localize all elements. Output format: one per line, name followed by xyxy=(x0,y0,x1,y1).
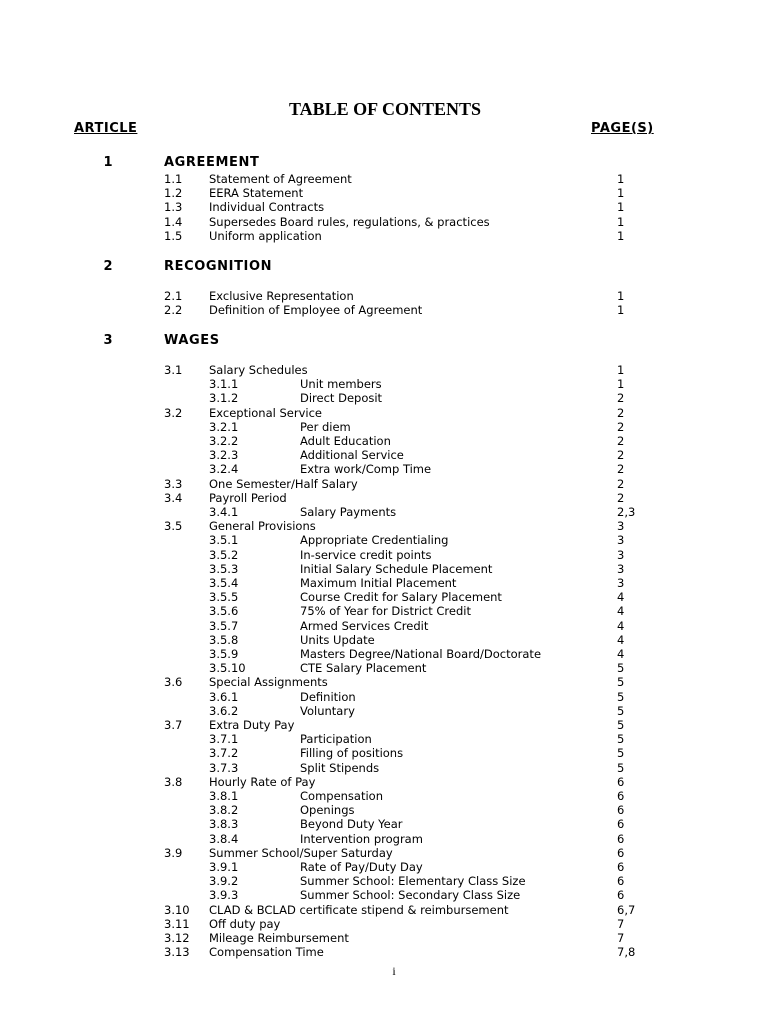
toc-entry xyxy=(0,562,770,576)
toc-entry-page: 6,7 xyxy=(617,902,636,917)
toc-entry xyxy=(0,917,770,931)
toc-entry-num: 3.2.2 xyxy=(209,434,239,448)
toc-entry xyxy=(0,448,770,462)
toc-entry-label: Supersedes Board rules, regulations, & practices xyxy=(209,214,490,229)
toc-entry-num: 3.7.2 xyxy=(209,746,239,761)
toc-entry-page: 2 xyxy=(617,434,625,448)
toc-entry-num: 2.2 xyxy=(164,303,183,318)
toc-entry-page: 2 xyxy=(617,476,625,491)
toc-entry-num: 3.7.3 xyxy=(209,760,239,775)
toc-entry-label: Off duty pay xyxy=(209,916,281,931)
toc-entry-num: 3.5.7 xyxy=(209,618,239,633)
toc-entry-label: Beyond Duty Year xyxy=(300,817,403,832)
toc-entry-page: 5 xyxy=(617,661,625,676)
toc-entry-page: 6 xyxy=(617,789,625,803)
toc-entry xyxy=(0,377,770,391)
toc-entry-num: 2.1 xyxy=(164,289,183,303)
toc-entry-page: 6 xyxy=(617,888,625,903)
toc-entry-page: 3 xyxy=(617,561,625,576)
toc-entry-label: Split Stipends xyxy=(300,760,380,775)
toc-entry-page: 3 xyxy=(617,547,625,562)
toc-entry-label: Voluntary xyxy=(300,703,355,718)
toc-entry-page: 2 xyxy=(617,490,625,505)
toc-entry xyxy=(0,803,770,817)
toc-entry xyxy=(0,186,770,200)
toc-entry-label: Compensation Time xyxy=(209,945,324,960)
article-number: 1 xyxy=(103,155,113,170)
toc-entry-label: Units Update xyxy=(300,632,375,647)
toc-entry xyxy=(0,775,770,789)
toc-entry-num: 3.11 xyxy=(164,916,190,931)
toc-entry-num: 3.8.2 xyxy=(209,803,239,818)
pages-column-header: PAGE(S) xyxy=(591,121,654,136)
toc-entry xyxy=(0,576,770,590)
toc-entry xyxy=(0,229,770,243)
toc-entry-num: 3.4 xyxy=(164,490,183,505)
toc-entry-label: Openings xyxy=(300,803,355,818)
toc-entry-label: Definition xyxy=(300,689,356,704)
toc-entry-page: 3 xyxy=(617,576,625,590)
toc-entry-label: Maximum Initial Placement xyxy=(300,576,457,590)
toc-entry xyxy=(0,434,770,448)
toc-entry-page: 4 xyxy=(617,632,625,647)
toc-entry xyxy=(0,647,770,661)
toc-entry-label: Armed Services Credit xyxy=(300,618,429,633)
toc-entry-num: 3.9.2 xyxy=(209,874,239,889)
article-number: 3 xyxy=(103,333,113,348)
toc-entry xyxy=(0,789,770,803)
toc-entry xyxy=(0,718,770,732)
toc-entry-num: 3.4.1 xyxy=(209,505,239,519)
toc-entry-label: Unit members xyxy=(300,377,382,392)
toc-entry xyxy=(0,690,770,704)
toc-entry-num: 3.7.1 xyxy=(209,732,239,747)
article-title: WAGES xyxy=(164,333,220,348)
toc-entry-page: 2 xyxy=(617,462,625,477)
toc-entry xyxy=(0,391,770,405)
toc-entry-label: Appropriate Credentialing xyxy=(300,533,449,548)
toc-entry xyxy=(0,420,770,434)
toc-entry-label: In-service credit points xyxy=(300,547,432,562)
toc-entry-page: 1 xyxy=(617,200,625,215)
toc-entry-num: 3.10 xyxy=(164,902,190,917)
toc-entry-num: 1.5 xyxy=(164,228,183,243)
toc-entry xyxy=(0,832,770,846)
toc-entry-label: CLAD & BCLAD certificate stipend & reimbursement xyxy=(209,902,509,917)
toc-entry-page: 2 xyxy=(617,419,625,434)
toc-entry-num: 3.2 xyxy=(164,405,183,420)
toc-entry-num: 3.5.4 xyxy=(209,576,239,590)
toc-entry xyxy=(0,215,770,229)
toc-entry-num: 3.6 xyxy=(164,675,183,690)
toc-entry-page: 4 xyxy=(617,647,625,661)
toc-entry-num: 3.8.4 xyxy=(209,831,239,846)
toc-entry-label: One Semester/Half Salary xyxy=(209,476,358,491)
toc-entry-label: Statement of Agreement xyxy=(209,172,352,186)
toc-entry-page: 5 xyxy=(617,675,625,690)
toc-entry-num: 3.2.3 xyxy=(209,448,239,463)
toc-entry xyxy=(0,931,770,945)
toc-entry-page: 6 xyxy=(617,860,625,874)
toc-entry-page: 6 xyxy=(617,774,625,789)
toc-entry-num: 3.7 xyxy=(164,718,183,732)
toc-entry xyxy=(0,888,770,902)
toc-entry-page: 5 xyxy=(617,760,625,775)
toc-entry-num: 3.5 xyxy=(164,519,183,534)
toc-entry xyxy=(0,200,770,214)
toc-entry-num: 3.1.2 xyxy=(209,391,239,406)
toc-entry xyxy=(0,533,770,547)
toc-entry-num: 3.8 xyxy=(164,774,183,789)
toc-entry-label: Additional Service xyxy=(300,448,404,463)
toc-entry-label: Rate of Pay/Duty Day xyxy=(300,860,423,874)
toc-entry xyxy=(0,289,770,303)
toc-entry xyxy=(0,633,770,647)
toc-entry-page: 1 xyxy=(617,303,625,318)
toc-entry-label: Adult Education xyxy=(300,434,391,448)
toc-entry-num: 3.5.9 xyxy=(209,647,239,661)
toc-entry-num: 3.9.1 xyxy=(209,860,239,874)
toc-entry-label: General Provisions xyxy=(209,519,316,534)
toc-entry-page: 1 xyxy=(617,214,625,229)
toc-entry-page: 2 xyxy=(617,391,625,406)
toc-entry-label: Payroll Period xyxy=(209,490,287,505)
toc-entry xyxy=(0,491,770,505)
page-title: TABLE OF CONTENTS xyxy=(288,99,482,119)
article-title: RECOGNITION xyxy=(164,259,273,274)
toc-entry-num: 3.9.3 xyxy=(209,888,239,903)
toc-entry xyxy=(0,945,770,959)
toc-entry xyxy=(0,874,770,888)
toc-entry-num: 3.8.1 xyxy=(209,789,239,803)
toc-entry xyxy=(0,675,770,689)
toc-entry-page: 1 xyxy=(617,228,625,243)
toc-entry-label: Mileage Reimbursement xyxy=(209,931,349,945)
toc-entry xyxy=(0,817,770,831)
toc-entry-label: Individual Contracts xyxy=(209,200,325,215)
toc-entry xyxy=(0,903,770,917)
article-column-header: ARTICLE xyxy=(74,121,138,136)
toc-entry-label: Exceptional Service xyxy=(209,405,322,420)
toc-entry-num: 3.5.2 xyxy=(209,547,239,562)
toc-entry xyxy=(0,604,770,618)
toc-entry-label: Summer School: Secondary Class Size xyxy=(300,888,521,903)
toc-entry-num: 1.1 xyxy=(164,172,183,186)
article-number: 2 xyxy=(103,259,113,274)
toc-entry-page: 6 xyxy=(617,831,625,846)
toc-entry-label: Filling of positions xyxy=(300,746,404,761)
toc-entry-page: 1 xyxy=(617,172,625,186)
toc-entry-num: 3.5.1 xyxy=(209,533,239,548)
toc-entry xyxy=(0,363,770,377)
toc-entry-num: 1.3 xyxy=(164,200,183,215)
toc-entry-label: Intervention program xyxy=(300,831,423,846)
toc-entry-label: Exclusive Representation xyxy=(209,289,354,303)
toc-entry xyxy=(0,519,770,533)
toc-entry xyxy=(0,548,770,562)
toc-entry xyxy=(0,303,770,317)
toc-entry-label: Compensation xyxy=(300,789,383,803)
toc-entry-num: 3.5.8 xyxy=(209,632,239,647)
toc-entry-num: 3.6.2 xyxy=(209,703,239,718)
toc-entry-page: 1 xyxy=(617,363,625,377)
toc-entry-label: Direct Deposit xyxy=(300,391,383,406)
toc-entry-page: 5 xyxy=(617,732,625,747)
toc-entry xyxy=(0,661,770,675)
toc-entry-label: EERA Statement xyxy=(209,186,304,201)
toc-entry xyxy=(0,619,770,633)
toc-entry xyxy=(0,406,770,420)
toc-entry-label: CTE Salary Placement xyxy=(300,661,427,676)
toc-entry-label: Summer School: Elementary Class Size xyxy=(300,874,526,889)
toc-entry-label: Initial Salary Schedule Placement xyxy=(300,561,493,576)
toc-entry-num: 3.5.5 xyxy=(209,590,239,605)
toc-entry-page: 3 xyxy=(617,533,625,548)
toc-entry-page: 5 xyxy=(617,689,625,704)
toc-entry xyxy=(0,172,770,186)
toc-entry-num: 1.2 xyxy=(164,186,183,201)
toc-entry-page: 2 xyxy=(617,405,625,420)
toc-entry-page: 6 xyxy=(617,817,625,832)
article-title: AGREEMENT xyxy=(164,155,260,170)
toc-entry xyxy=(0,860,770,874)
toc-entry-page: 5 xyxy=(617,703,625,718)
toc-entry-page: 6 xyxy=(617,845,625,860)
toc-entry-num: 3.2.4 xyxy=(209,462,239,477)
toc-entry-num: 3.6.1 xyxy=(209,689,239,704)
toc-entry-page: 5 xyxy=(617,746,625,761)
toc-entry-page: 4 xyxy=(617,618,625,633)
toc-entry-label: Special Assignments xyxy=(209,675,328,690)
toc-entry-num: 3.13 xyxy=(164,945,190,960)
toc-entry-num: 3.9 xyxy=(164,845,183,860)
toc-entry-page: 1 xyxy=(617,377,625,392)
toc-entry-num: 1.4 xyxy=(164,214,183,229)
toc-entry-num: 3.5.3 xyxy=(209,561,239,576)
toc-entry xyxy=(0,846,770,860)
toc-entry xyxy=(0,505,770,519)
toc-entry xyxy=(0,704,770,718)
toc-entry xyxy=(0,761,770,775)
toc-entry-label: Summer School/Super Saturday xyxy=(209,845,393,860)
toc-entry-page: 2 xyxy=(617,448,625,463)
toc-entry-label: Salary Schedules xyxy=(209,363,308,377)
toc-entry-num: 3.2.1 xyxy=(209,419,239,434)
toc-entry-label: Course Credit for Salary Placement xyxy=(300,590,502,605)
toc-entry-num: 3.5.6 xyxy=(209,604,239,619)
toc-entry-label: Extra work/Comp Time xyxy=(300,462,432,477)
toc-entry-page: 7 xyxy=(617,916,625,931)
toc-entry-page: 2,3 xyxy=(617,505,636,519)
toc-entry xyxy=(0,477,770,491)
toc-entry xyxy=(0,732,770,746)
toc-entry-num: 3.3 xyxy=(164,476,183,491)
footer-page-number: i xyxy=(392,964,396,978)
toc-entry-label: Participation xyxy=(300,732,372,747)
toc-entry-num: 3.5.10 xyxy=(209,661,246,676)
toc-entry-page: 5 xyxy=(617,718,625,732)
toc-entry-num: 3.1.1 xyxy=(209,377,239,392)
toc-entry-page: 1 xyxy=(617,186,625,201)
toc-entry-label: 75% of Year for District Credit xyxy=(300,604,471,619)
toc-entry-label: Uniform application xyxy=(209,228,322,243)
toc-entry-page: 1 xyxy=(617,289,625,303)
toc-entry-label: Masters Degree/National Board/Doctorate xyxy=(300,647,542,661)
toc-entry-label: Extra Duty Pay xyxy=(209,718,295,732)
toc-entry-label: Salary Payments xyxy=(300,505,397,519)
toc-entry-page: 7,8 xyxy=(617,945,636,960)
toc-entry-page: 6 xyxy=(617,803,625,818)
toc-entry xyxy=(0,746,770,760)
toc-entry-label: Per diem xyxy=(300,419,351,434)
toc-entry-num: 3.8.3 xyxy=(209,817,239,832)
toc-entry-num: 3.1 xyxy=(164,363,183,377)
toc-entry xyxy=(0,462,770,476)
toc-entry-label: Hourly Rate of Pay xyxy=(209,774,316,789)
toc-entry-page: 7 xyxy=(617,931,625,945)
toc-entry xyxy=(0,590,770,604)
toc-entry-page: 4 xyxy=(617,590,625,605)
toc-entry-num: 3.12 xyxy=(164,931,190,945)
toc-entry-page: 4 xyxy=(617,604,625,619)
toc-entry-page: 3 xyxy=(617,519,625,534)
toc-entry-label: Definition of Employee of Agreement xyxy=(209,303,423,318)
toc-entry-page: 6 xyxy=(617,874,625,889)
